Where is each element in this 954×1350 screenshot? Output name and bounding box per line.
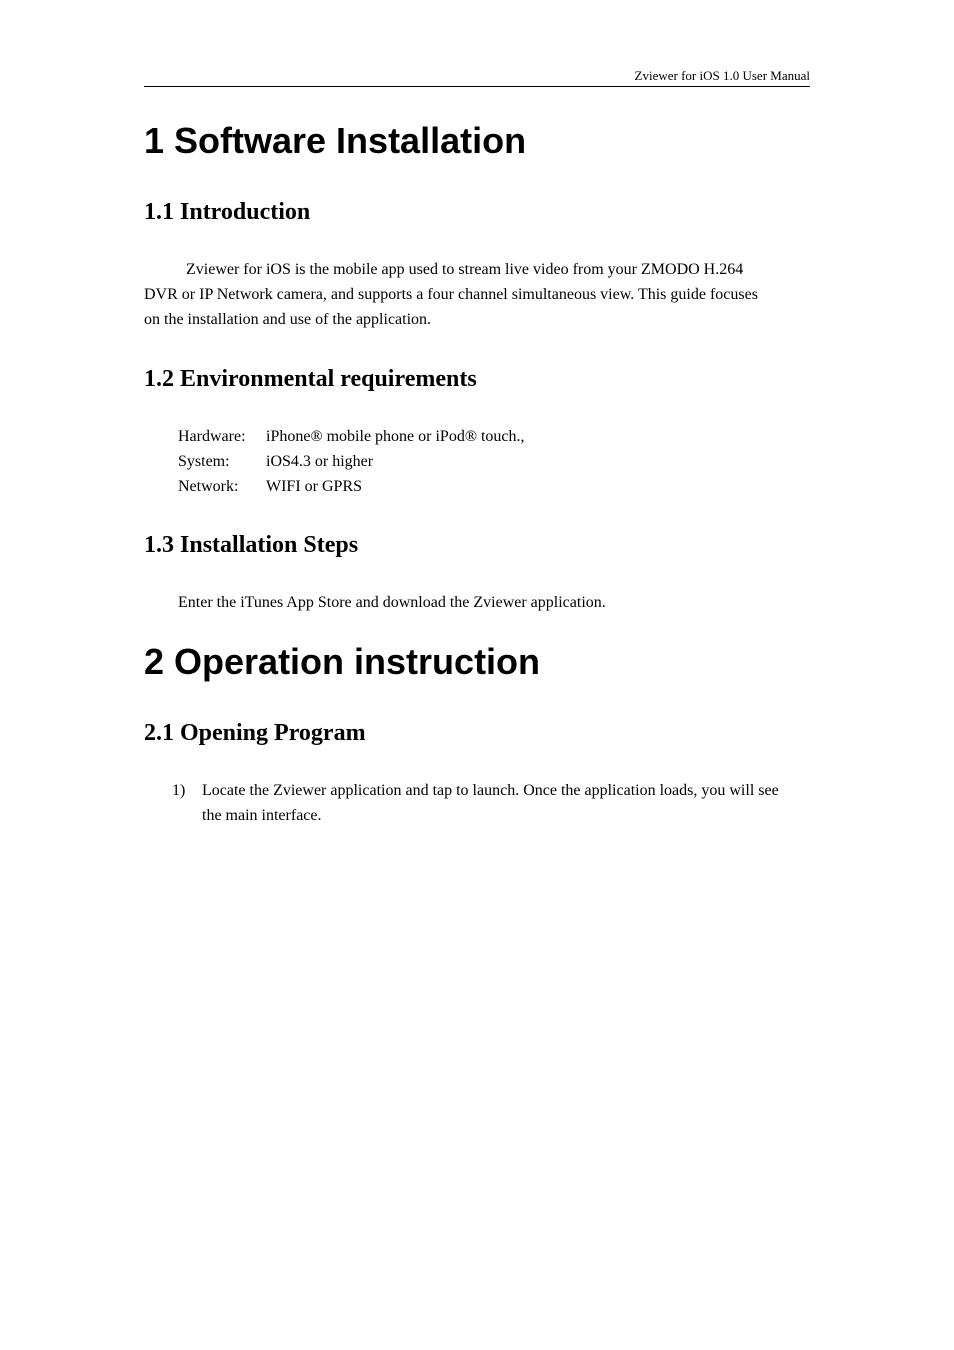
chapter-1-title: 1 Software Installation	[144, 120, 527, 161]
running-header-title: Zviewer for iOS 1.0 User Manual	[634, 68, 810, 83]
paragraph-line: on the installation and use of the application.	[144, 311, 432, 328]
section-2-1-title: 2.1 Opening Program	[144, 720, 366, 746]
section-1-2-title: 1.2 Environmental requirements	[144, 366, 477, 392]
requirement-label: Hardware:	[178, 428, 246, 445]
requirement-value: WIFI or GPRS	[266, 478, 363, 495]
running-header	[144, 66, 810, 87]
requirements-table	[178, 424, 525, 499]
requirement-label: Network:	[178, 478, 239, 495]
requirement-row-system	[178, 449, 525, 474]
requirement-value: iPhone® mobile phone or iPod® touch.,	[266, 428, 525, 445]
section-1-3-title: 1.3 Installation Steps	[144, 532, 359, 558]
list-item-number: 1)	[172, 782, 186, 799]
chapter-2-title: 2 Operation instruction	[144, 641, 541, 682]
requirement-row-hardware	[178, 424, 525, 449]
list-item-text	[202, 778, 814, 828]
installation-step-text: Enter the iTunes App Store and download the Zviewer application.	[178, 594, 606, 611]
list-item-line: the main interface.	[202, 807, 322, 824]
requirement-label: System:	[178, 453, 230, 470]
requirement-row-network	[178, 474, 525, 499]
list-item-line: Locate the Zviewer application and tap to launch. Once the application loads, you will see	[202, 782, 779, 799]
section-1-1-title: 1.1 Introduction	[144, 199, 311, 225]
paragraph-line: Zviewer for iOS is the mobile app used to stream live video from your ZMODO H.264	[186, 261, 744, 278]
requirement-value: iOS4.3 or higher	[266, 453, 374, 470]
introduction-paragraph	[144, 257, 810, 332]
paragraph-line: DVR or IP Network camera, and supports a four channel simultaneous view. This guide focuses	[144, 286, 758, 303]
